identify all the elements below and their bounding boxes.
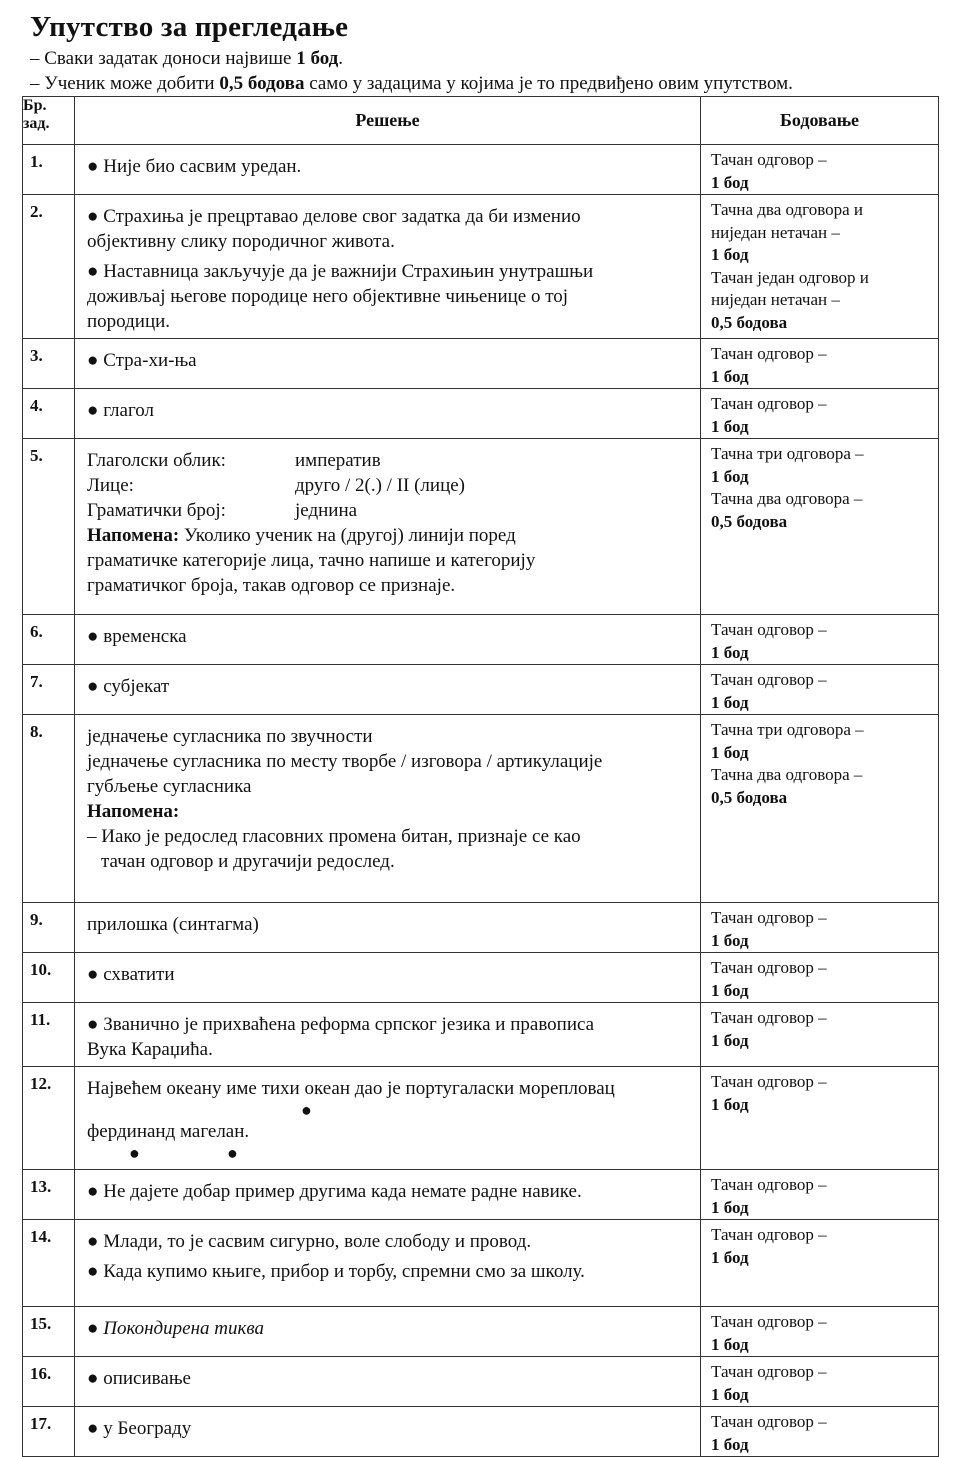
task-solution xyxy=(75,339,701,389)
task-points xyxy=(701,145,939,195)
points-rule: Тачан одговор – xyxy=(711,1412,827,1431)
note-line: граматичког броја, такав одговор се признаје. xyxy=(87,575,456,596)
task-points xyxy=(701,615,939,665)
points-rule: Тачан одговор – xyxy=(711,908,827,927)
task-number: 8. xyxy=(23,715,75,903)
table-row xyxy=(23,715,939,903)
points-value: 1 бод xyxy=(711,1094,749,1114)
task-solution xyxy=(75,615,701,665)
points-value: 1 бод xyxy=(711,366,749,386)
task-number: 10. xyxy=(23,953,75,1003)
solution-value: императив xyxy=(295,450,381,471)
header-task-number xyxy=(23,97,75,145)
table-row xyxy=(23,903,939,953)
task-solution xyxy=(75,1220,701,1307)
solution-line: ● Званично је прихваћена реформа српског језика и правописа xyxy=(87,1014,595,1035)
points-rule: Тачан одговор – xyxy=(711,1175,827,1194)
solution-line: једначење сугласника по звучности xyxy=(87,726,373,747)
note-line: тачан одговор и другачији редослед. xyxy=(101,851,395,872)
task-number: 4. xyxy=(23,389,75,439)
task-points xyxy=(701,439,939,615)
solution-line: ● Стра-хи-ња xyxy=(87,350,197,371)
points-rule: Тачан одговор – xyxy=(711,394,827,413)
solution-line xyxy=(87,448,690,473)
correction-mark-row xyxy=(87,1144,690,1162)
solution-line: ● Млади, то је сасвим сигурно, воле слободу и провод. xyxy=(87,1231,532,1252)
task-points xyxy=(701,389,939,439)
task-points xyxy=(701,1357,939,1407)
intro-2-bold: 0,5 бодова xyxy=(219,73,305,94)
points-value: 0,5 бодова xyxy=(711,787,788,807)
note-label: Напомена: xyxy=(87,801,180,822)
points-value: 1 бод xyxy=(711,1384,749,1404)
points-value: 1 бод xyxy=(711,172,749,192)
points-rule: Тачан одговор – xyxy=(711,344,827,363)
intro-1-end: . xyxy=(338,48,344,69)
table-row xyxy=(23,953,939,1003)
points-rule: Тачан одговор – xyxy=(711,1362,827,1381)
points-rule: Тачан одговор – xyxy=(711,670,827,689)
points-value: 1 бод xyxy=(711,1030,749,1050)
solution-line: ● субјекат xyxy=(87,676,170,697)
task-solution xyxy=(75,1003,701,1067)
intro-2-text: – Ученик може добити xyxy=(30,73,220,94)
note-line xyxy=(87,799,690,824)
solution-italic: Покондирена тиква xyxy=(103,1318,264,1339)
points-value: 1 бод xyxy=(711,245,749,264)
task-points xyxy=(701,339,939,389)
points-value: 1 бод xyxy=(711,1247,749,1267)
intro-line-1 xyxy=(30,48,343,70)
task-number: 12. xyxy=(23,1067,75,1170)
task-points xyxy=(701,953,939,1003)
solution-line xyxy=(87,1316,690,1341)
points-value: 1 бод xyxy=(711,930,749,950)
points-rule: Тачан одговор – xyxy=(711,620,827,639)
task-number: 3. xyxy=(23,339,75,389)
solution-line: ● временска xyxy=(87,626,187,647)
solution-line: ● у Београду xyxy=(87,1418,192,1439)
solution-line: ● Када купимо књиге, прибор и торбу, спремни смо за школу. xyxy=(87,1261,585,1282)
solution-line: ● описивање xyxy=(87,1368,191,1389)
correction-mark: ● xyxy=(227,1143,238,1163)
task-solution xyxy=(75,1170,701,1220)
solution-line: губљење сугласника xyxy=(87,776,252,797)
table-header-row xyxy=(23,97,939,145)
points-rule: Тачна три одговора – xyxy=(711,444,864,463)
header-solution: Решење xyxy=(75,97,701,145)
points-value: 0,5 бодова xyxy=(711,312,788,332)
table-row xyxy=(23,1067,939,1170)
grading-table xyxy=(22,96,939,1457)
note-line: граматичке категорије лица, тачно напише и категорију xyxy=(87,550,536,571)
solution-line: породици. xyxy=(87,311,171,332)
table-row xyxy=(23,615,939,665)
header-num-line1: Бр. xyxy=(23,97,47,114)
solution-value: друго / 2(.) / II (лице) xyxy=(295,475,466,496)
task-points xyxy=(701,1003,939,1067)
task-number: 5. xyxy=(23,439,75,615)
task-points xyxy=(701,1220,939,1307)
task-number: 13. xyxy=(23,1170,75,1220)
task-number: 11. xyxy=(23,1003,75,1067)
table-row xyxy=(23,389,939,439)
points-value: 1 бод xyxy=(711,742,749,762)
points-rule: Тачан одговор – xyxy=(711,1312,827,1331)
solution-line: ● схватити xyxy=(87,964,175,985)
task-points xyxy=(701,1307,939,1357)
task-points xyxy=(701,1067,939,1170)
points-value: 1 бод xyxy=(711,1434,749,1454)
solution-line: Вука Караџића. xyxy=(87,1039,213,1060)
task-solution xyxy=(75,903,701,953)
task-number: 14. xyxy=(23,1220,75,1307)
page-title: Упутство за прегледање xyxy=(30,11,349,43)
header-num-line2: зад. xyxy=(23,115,50,132)
task-points xyxy=(701,715,939,903)
task-solution xyxy=(75,665,701,715)
note-label: Напомена: xyxy=(87,525,180,546)
task-number: 15. xyxy=(23,1307,75,1357)
points-value: 1 бод xyxy=(711,1197,749,1217)
task-solution xyxy=(75,439,701,615)
points-rule: Тачан један одговор и xyxy=(711,267,869,287)
task-solution xyxy=(75,145,701,195)
solution-line: фердинанд магелан. xyxy=(87,1121,250,1142)
correction-mark: ● xyxy=(129,1143,140,1163)
table-row xyxy=(23,439,939,615)
solution-line xyxy=(87,473,690,498)
points-rule: Тачна три одговора – xyxy=(711,720,864,739)
points-rule: Тачан одговор – xyxy=(711,150,827,169)
task-solution xyxy=(75,715,701,903)
task-points xyxy=(701,1407,939,1457)
solution-line: ● Не дајете добар пример другима када немате радне навике. xyxy=(87,1181,582,1202)
table-row xyxy=(23,145,939,195)
table-row xyxy=(23,1357,939,1407)
solution-value: једнина xyxy=(295,500,358,521)
table-row xyxy=(23,1220,939,1307)
header-points: Бодовање xyxy=(701,97,939,145)
task-number: 9. xyxy=(23,903,75,953)
task-number: 1. xyxy=(23,145,75,195)
solution-line: Највећем океану име тихи океан дао је португаласки морепловац xyxy=(87,1078,615,1099)
task-solution xyxy=(75,1407,701,1457)
points-rule: ниједан нетачан – xyxy=(711,222,840,242)
points-rule: Тачан одговор – xyxy=(711,1072,827,1091)
task-points xyxy=(701,665,939,715)
solution-key: Глаголски облик: xyxy=(87,450,226,471)
table-row xyxy=(23,1407,939,1457)
solution-line: ● Страхиња је прецртавао делове свог задатка да би изменио xyxy=(87,206,581,227)
note-text: Уколико ученик на (другој) линији поред xyxy=(179,525,516,546)
table-row xyxy=(23,1307,939,1357)
points-rule: Тачан одговор – xyxy=(711,958,827,977)
task-points xyxy=(701,195,939,339)
solution-key: Граматички број: xyxy=(87,500,226,521)
task-number: 16. xyxy=(23,1357,75,1407)
points-rule: Тачан одговор – xyxy=(711,1008,827,1027)
points-rule: ниједан нетачан – xyxy=(711,290,840,309)
task-solution xyxy=(75,195,701,339)
solution-line xyxy=(87,498,690,523)
task-number: 6. xyxy=(23,615,75,665)
table-row xyxy=(23,665,939,715)
points-value: 1 бод xyxy=(711,416,749,436)
solution-line: једначење сугласника по месту творбе / изговора / артикулације xyxy=(87,751,603,772)
points-value: 1 бод xyxy=(711,1334,749,1354)
intro-2-end: само у задацима у којима је то предвиђено овим упутством. xyxy=(304,73,793,94)
task-points xyxy=(701,903,939,953)
solution-line: ● Наставница закључује да је важнији Страхињин унутрашњи xyxy=(87,261,594,282)
table-row xyxy=(23,339,939,389)
intro-1-bold: 1 бод xyxy=(296,48,339,69)
points-rule: Тачна два одговора и xyxy=(711,200,864,219)
solution-line: прилошка (синтагма) xyxy=(87,914,259,935)
points-value: 0,5 бодова xyxy=(711,511,788,531)
task-solution xyxy=(75,953,701,1003)
table-row xyxy=(23,195,939,339)
solution-line: доживљај његове породице него објективне чињенице о тој xyxy=(87,286,569,307)
points-value: 1 бод xyxy=(711,466,749,486)
task-solution xyxy=(75,1067,701,1170)
solution-line: објективну слику породичног живота. xyxy=(87,231,395,252)
correction-mark: ● xyxy=(301,1100,312,1120)
task-number: 17. xyxy=(23,1407,75,1457)
note-line: – Иако је редослед гласовних промена битан, признаје се као xyxy=(87,826,581,847)
solution-line: ● глагол xyxy=(87,400,155,421)
correction-mark-row xyxy=(87,1101,690,1119)
task-points xyxy=(701,1170,939,1220)
note-line xyxy=(87,523,690,548)
solution-key: Лице: xyxy=(87,475,134,496)
bullet: ● xyxy=(87,1318,104,1339)
task-solution xyxy=(75,1357,701,1407)
table-row xyxy=(23,1170,939,1220)
points-rule: Тачна два одговора – xyxy=(711,765,863,784)
points-value: 1 бод xyxy=(711,642,749,662)
points-rule: Тачна два одговора – xyxy=(711,489,863,508)
task-solution xyxy=(75,1307,701,1357)
task-number: 2. xyxy=(23,195,75,339)
points-value: 1 бод xyxy=(711,692,749,712)
intro-1-text: – Сваки задатак доноси највише xyxy=(30,48,297,69)
points-value: 1 бод xyxy=(711,980,749,1000)
table-row xyxy=(23,1003,939,1067)
intro-line-2 xyxy=(30,73,793,95)
task-number: 7. xyxy=(23,665,75,715)
solution-line: ● Није био сасвим уредан. xyxy=(87,156,302,177)
task-solution xyxy=(75,389,701,439)
points-rule: Тачан одговор – xyxy=(711,1225,827,1244)
